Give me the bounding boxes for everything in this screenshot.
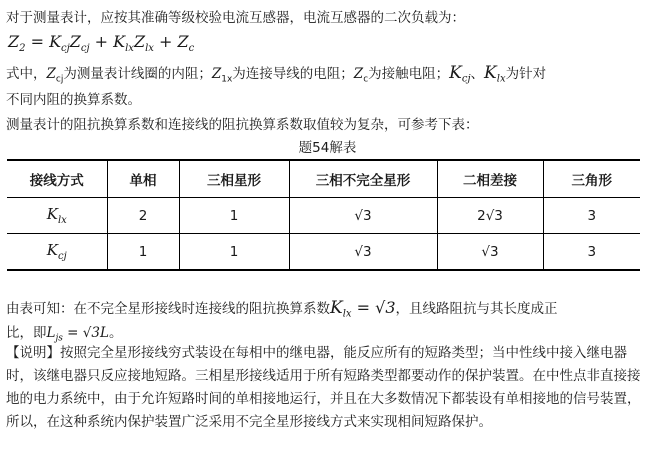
k-lx-symbol: K <box>484 63 497 83</box>
k-cj-sub: cj <box>461 73 471 85</box>
table-cell: 1 <box>179 198 289 234</box>
k-lx-sub: lx <box>496 73 506 85</box>
conclusion-k-symbol: K <box>330 298 343 318</box>
conclusion-line2b: 。 <box>108 325 123 341</box>
z-cj-sub: cj <box>55 74 64 85</box>
table-cell: 1 <box>179 234 289 271</box>
row-label-sub: cj <box>58 251 67 262</box>
header-wiring-method: 接线方式 <box>7 160 107 198</box>
intro-text: 对于测量表计，应按其准确等级校验电流互感器，电流互感器的二次负载为： <box>6 10 465 26</box>
z-c-sub: c <box>363 74 369 85</box>
row-label-sub: lx <box>57 215 67 226</box>
conclusion-l-sub: js <box>55 333 63 344</box>
definitions-line <box>6 62 546 85</box>
table-caption: 题54解表 <box>298 140 357 156</box>
header-three-phase-star: 三相星形 <box>179 160 289 198</box>
header-incomplete-star: 三相不完全星形 <box>289 160 437 198</box>
table-header-row <box>7 160 640 198</box>
def-part2: 为测量表计线圈的内阻； <box>63 66 212 82</box>
row-label-k: K <box>46 205 58 223</box>
table-cell: √3 <box>289 198 437 234</box>
row-label-klx <box>7 198 107 234</box>
table-cell: √3 <box>289 234 437 271</box>
z-1x-symbol: Z <box>211 66 222 82</box>
k-cj-symbol: K <box>449 63 462 83</box>
def-sep: 、 <box>470 66 485 82</box>
table-row <box>7 234 640 271</box>
definitions-line-2: 不同内阻的换算系数。 <box>6 92 141 108</box>
conclusion-line2a: 比，即 <box>6 325 47 341</box>
header-two-phase-diff: 二相差接 <box>437 160 543 198</box>
conclusion-eq: = √3 <box>351 298 396 317</box>
conclusion-part2: ，且线路阻抗与其长度成正 <box>395 301 558 317</box>
def-part4: 为接触电阻； <box>368 66 450 82</box>
z-1x-sub: 1x <box>221 74 233 85</box>
table-cell: 2√3 <box>437 198 543 234</box>
table-intro-text: 测量表计的阻抗换算系数和连接线的阻抗换算系数取值较为复杂，可参考下表： <box>6 117 479 133</box>
row-label-k: K <box>46 241 58 259</box>
header-single-phase: 单相 <box>107 160 179 198</box>
burden-formula: $Z_2 = K_{cj}Z_{cj} + K_{lx}Z_{lx} + Z_c$ <box>8 32 195 55</box>
conclusion-eq2: = √3L <box>62 325 109 341</box>
def-part3: 为连接导线的电阻； <box>232 66 354 82</box>
table-cell: 2 <box>107 198 179 234</box>
z-c-symbol: Z <box>353 66 364 82</box>
conclusion-part1: 由表可知：在不完全星形接线时连接线的阻抗换算系数 <box>6 301 330 317</box>
header-delta: 三角形 <box>543 160 640 198</box>
table-cell: 3 <box>543 234 640 271</box>
z-cj-symbol: Z <box>46 66 56 82</box>
def-part5: 为针对 <box>505 66 547 82</box>
conclusion-line-1 <box>6 297 558 320</box>
row-label-kcj <box>7 234 107 271</box>
conclusion-line-2 <box>6 321 122 344</box>
conclusion-l-symbol: L <box>46 325 56 341</box>
conclusion-k-sub: lx <box>342 308 352 320</box>
table-cell: √3 <box>437 234 543 271</box>
def-part1: 式中， <box>6 66 47 82</box>
table-row <box>7 198 640 234</box>
table-cell: 1 <box>107 234 179 271</box>
explanation-paragraph: 【说明】按照完全星形接线穷式装设在每相中的继电器，能反应所有的短路类型；当中性线中接入继电器时，该继电器只反应接地短路。三相星形接线适用于所有短路类型都要动作的保护装置。在中性点非直接接地的电力系统中，由于允许短路时间的单相接地运行，并且在大多数情况下都装设有单相接地的信号装置，所以，在这种系统内保护装置广泛采用不完全星形接线方式来实现相间短路保护。 <box>6 345 641 430</box>
table-cell: 3 <box>543 198 640 234</box>
conversion-coefficient-table <box>7 159 640 271</box>
